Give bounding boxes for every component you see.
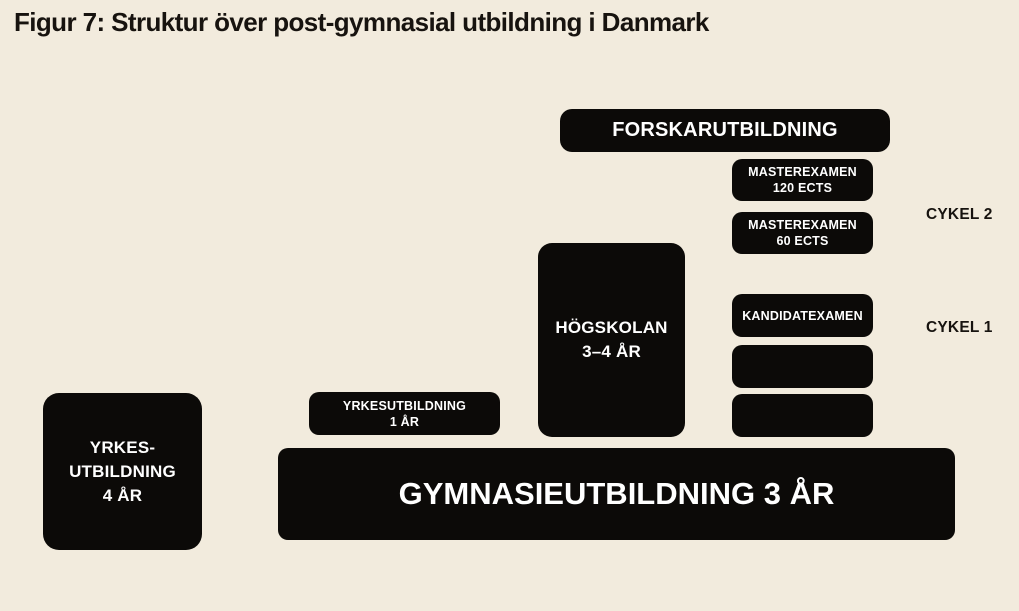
masterexamen-120-line2: 120 ECTS [772,181,833,195]
hogskolan-line2: 3–4 ÅR [582,342,641,361]
yrkesutbildning-4ar-line2: UTBILDNING [69,461,176,481]
yrkesutbildning-4ar-line1: YRKES- [89,437,156,457]
box-forskarutbildning [560,109,890,152]
yrkesutbildning-4ar-line3: 4 ÅR [102,485,143,505]
hogskolan-line1: HÖGSKOLAN [555,318,668,337]
box-masterexamen-60-ects [732,212,873,254]
label-cykel-1: CYKEL 1 [926,319,993,336]
masterexamen-120-line1: MASTEREXAMEN [748,165,857,179]
label-cykel-2: CYKEL 2 [926,206,993,223]
box-yrkesutbildning-1ar [309,392,500,435]
box-gymnasieutbildning [278,448,955,540]
box-forskarutbildning-label: FORSKARUTBILDNING [612,119,838,141]
figure-title: Figur 7: Struktur över post-gymnasial utbildning i Danmark [14,7,709,37]
masterexamen-60-line1: MASTEREXAMEN [748,218,857,232]
yrkesutbildning-1ar-line2: 1 ÅR [389,414,420,429]
empty-box-upper [732,345,873,388]
gymnasieutbildning-label: GYMNASIEUTBILDNING 3 ÅR [398,476,835,511]
kandidatexamen-label: KANDIDATEXAMEN [742,308,863,323]
box-hogskolan [538,243,685,437]
masterexamen-60-line2: 60 ECTS [776,234,829,248]
box-masterexamen-120-ects [732,159,873,201]
yrkesutbildning-1ar-line1: YRKESUTBILDNING [342,398,467,413]
box-kandidatexamen [732,294,873,337]
box-yrkesutbildning-4ar [43,393,202,550]
empty-box-lower [732,394,873,437]
